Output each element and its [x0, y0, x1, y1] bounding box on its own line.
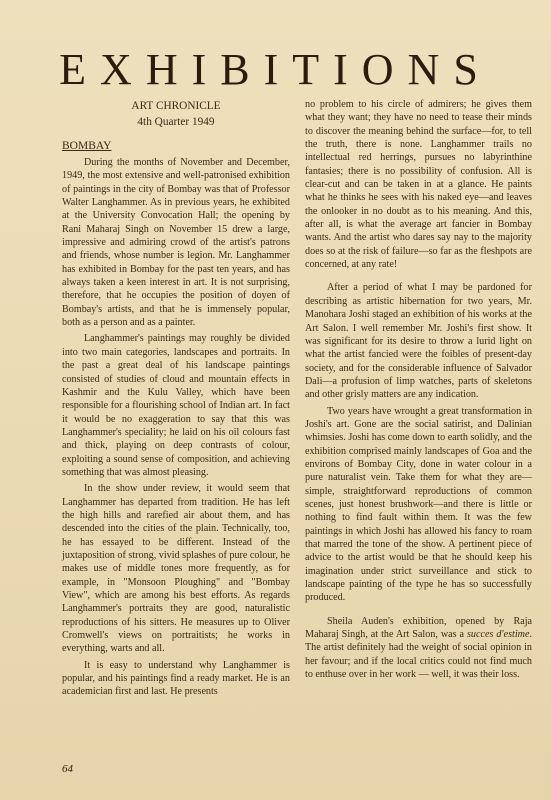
- paragraph: Two years have wrought a great transformation in Joshi's art. Gone are the social satirist, and Dalinian whimsies. Joshi has come down to earth solidly, and the exhibition comprised mainly landscapes of Goa and the environs of Bombay City, done in water colour in a pure naturalist vein. Take them for what they are—simple, straightforward reproductions of common scenes, just honest brushwork—and there is little or nothing to find fault within them. It was the few paintings in which Joshi has allowed his fancy to roam that marred the tone of the show. A pertinent piece of advice to the artist would be that he should keep his imagination under strict surveillance and stick to landscape painting of the type he has so successfully produced.: [305, 405, 532, 604]
- paragraph: It is easy to understand why Langhammer is popular, and his paintings find a ready market. He is an academician first and last. He presents: [62, 659, 290, 698]
- auden-text-italic: succes d'estime: [466, 629, 530, 641]
- page-number: 64: [62, 763, 73, 775]
- paragraph: Langhammer's paintings may roughly be divided into two main categories, landscapes and portraits. In the past a great deal of his landscape paintings consisted of studies of cloud and mountain effects in Kashmir and the Kulu Valley, which have been responsible for a flourishing school of Indian art. In fact it would be no exaggeration to say that this was Langhammer's speciality; he laid on his oil colours fast and thick, playing on deep contrasts of colour, exploiting a sound sense of composition, and achieving something that was almost pleasing.: [62, 333, 290, 478]
- paragraph: During the months of November and December, 1949, the most extensive and well-patronised exhibition of paintings in the city of Bombay was that of Professor Walter Langhammer. As in previous years, he exhibited at the University Convocation Hall; the opening by Rani Maharaj Singh on November 15 drew a large, impressive and admiring crowd of the artist's patrons and friends, whose number is legion. Mr. Langhammer has exhibited in Bombay for the past ten years, and has always taken a keen interest in art. It is not surprising, therefore, that he occupies the position of doyen of Bombay's artists, and that he is immensely popular, both as a person and as a painter.: [62, 157, 290, 329]
- paragraph: In the show under review, it would seem that Langhammer has departed from tradition. He has left the high hills and rarefied air about them, and has descended into the cities of the plain. Technically, too, he has essayed to be different. Instead of the juxtaposition of strong, vivid splashes of pure colour, he makes use of middle tones more frequently, as for example, in "Monsoon Ploughing" and "Bombay View", which are among his best efforts. As regards Langhammer's portraits they are good, naturalistic reproductions of his sitters. He measures up to Oliver Cromwell's views on portraitists; he works in everything, warts and all.: [62, 483, 290, 655]
- left-column: [62, 98, 290, 702]
- auden-text-end: . The artist definitely had the weight of social opinion in her favour; and if the local critics could not find much to enthuse over in her work — well, it was their loss.: [305, 629, 532, 681]
- paragraph-auden: [305, 615, 532, 682]
- page-title: EXHIBITIONS: [59, 45, 492, 94]
- paragraph: After a period of what I may be pardoned for describing as artistic hibernation for two years, Mr. Manohara Joshi staged an exhibition of his works at the Art Salon. I well remember Mr. Joshi's first show. It was significant for its desire to throw a lurid light on what the artist fancied were the foibles of present-day society, and for the considerable influence of Salvador Dali—a profusion of limp watches, parts of skeletons and other grisly matters are any indication.: [305, 282, 532, 401]
- section-heading-bombay: BOMBAY: [62, 140, 112, 152]
- right-column: [305, 98, 532, 684]
- paragraph-continued: no problem to his circle of admirers; he gives them what they want; they have no need to tease their minds to discover the meaning behind the surface—for, to tell the truth, there is none. Langhammer trails no intellectual red herrings, pursues no labyrinthine fantasies; there is no possibility of confusion. All is clear-cut and can be taken in at a glance. He paints what he thinks he sees with his naked eye—and leaves the onlooker in no doubt as to his meaning. And this, after all, is what the average art fancier in Bombay wants. And the artist who dares say nay to the majority does so at the risk of failure—so far as the fleshpots are concerned, at any rate!: [305, 99, 532, 271]
- period-heading: 4th Quarter 1949: [137, 116, 215, 128]
- auden-text-start: Sheila Auden's exhibition, opened by Raja Maharaj Singh, at the Art Salon, was a: [305, 615, 532, 641]
- art-chronicle-heading: ART CHRONICLE: [131, 100, 221, 112]
